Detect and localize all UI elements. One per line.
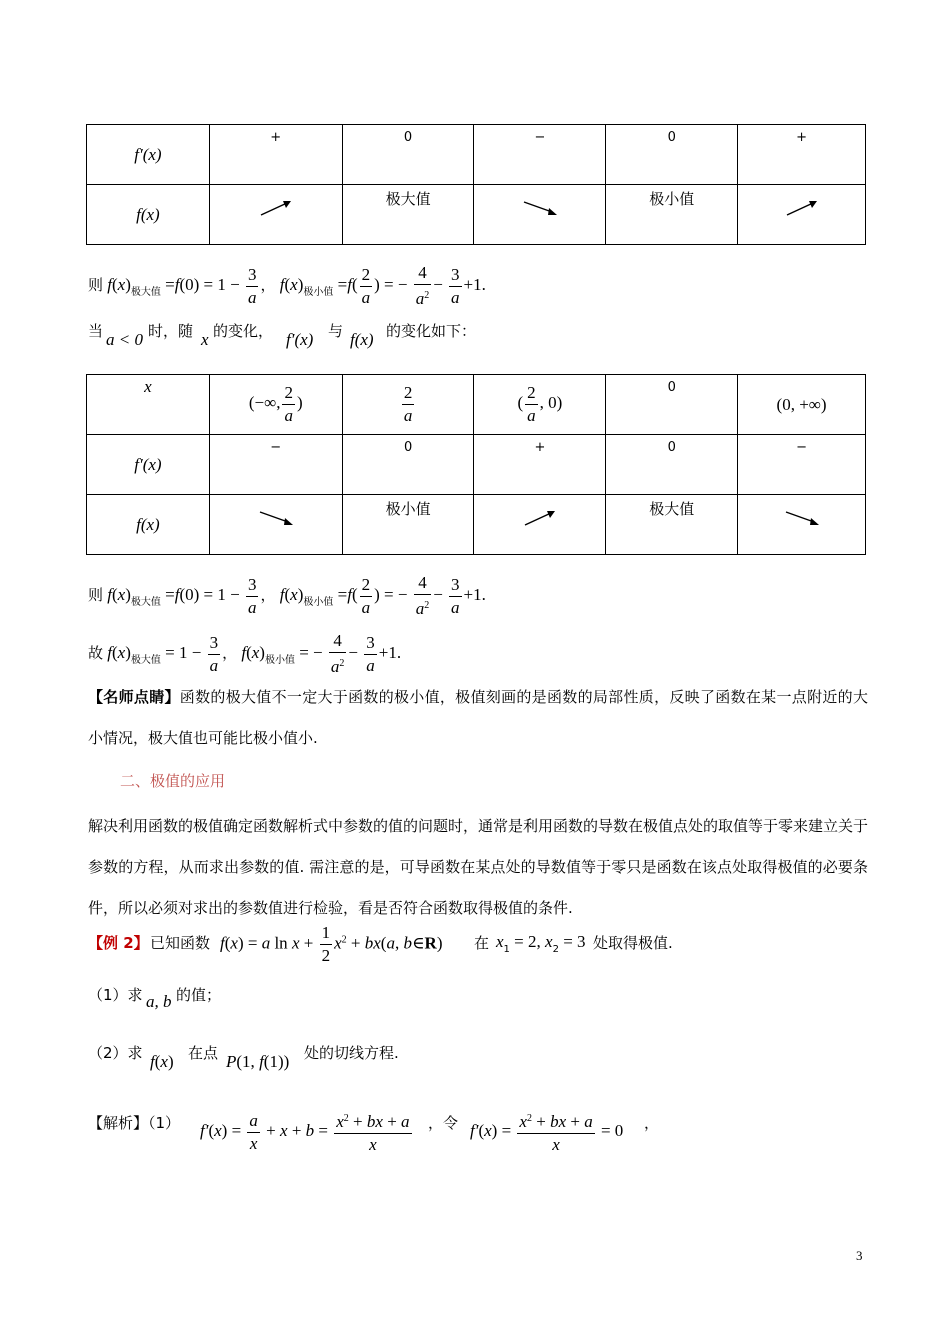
question-1: （1）求 a, b 的值； (88, 986, 222, 1011)
teacher-tip (88, 677, 868, 759)
tip-label: 【名师点睛】 (88, 688, 180, 706)
condition-line: 当 a < 0 时，随 x 的变化， f′(x) 与 f(x) 的变化如下： (88, 322, 477, 349)
increase-arrow-icon (523, 508, 557, 528)
table-cell: 极小值 (342, 495, 474, 555)
table-header-cell: 0 (606, 375, 738, 435)
increase-arrow-icon (785, 198, 819, 218)
table-header-cell: (0, +∞) (738, 375, 866, 435)
variation-table-2 (86, 374, 866, 555)
row-label-derivative: f′(x) (87, 125, 210, 185)
example-2: 【例 2】 已知函数 f(x) = a ln x + $\frac{1}{2}$ $x^2 + bx(a$, b∈R) 在 $x_1 = 2$, $x_2 = 3$ 处取得极值. (88, 923, 673, 965)
table-cell: + (209, 125, 342, 185)
decrease-arrow-icon (522, 198, 558, 218)
extremum-line-2: 则 $f(x)_{极大值} =f(0) = 1$ − $\frac{3}{a}$ ， $f(x)_{极小值} =f$( $\frac{2}{a}$ ) = − $\frac{4}{a^2}$ − $\frac{3}{a}$ +1. (88, 573, 486, 618)
table-cell: − (474, 125, 606, 185)
extremum-line-1: 则 $f(x)_{极大值} =f(0) = 1$ − $\frac{3}{a}$ ， $f(x)_{极小值} =f$( $\frac{2}{a}$ ) = − $\frac{4}{a^2}$ − $\frac{3}{a}$ +1. (88, 263, 486, 308)
table-row (87, 375, 866, 435)
table-header-cell: (−∞, $\frac{2}{a}$ ) (209, 375, 342, 435)
section-heading: 二、极值的应用 (120, 772, 226, 790)
row-label-function: f(x) (87, 185, 210, 245)
table-cell (474, 495, 606, 555)
table-cell: 极大值 (342, 185, 474, 245)
table-cell (474, 185, 606, 245)
tip-text: 函数的极大值不一定大于函数的极小值，极值刻画的是函数的局部性质，反映了函数在某一点附近的大小情况，极大值也可能比极小值小. (88, 688, 868, 747)
table-row (87, 185, 866, 245)
table-cell: − (738, 435, 866, 495)
decrease-arrow-icon (258, 508, 294, 528)
increase-arrow-icon (259, 198, 293, 218)
table-header-cell: $\frac{2}{a}$ (342, 375, 474, 435)
table-cell: 0 (342, 125, 474, 185)
table-cell: + (738, 125, 866, 185)
table-row (87, 125, 866, 185)
row-label-derivative: f′(x) (87, 435, 210, 495)
table-cell: 0 (606, 435, 738, 495)
table-cell: 极小值 (606, 185, 738, 245)
table-cell (209, 495, 342, 555)
table-row (87, 435, 866, 495)
table-cell (738, 495, 866, 555)
example-label: 【例 2】 (88, 934, 149, 952)
table-cell: − (209, 435, 342, 495)
section-paragraph: 解决利用函数的极值确定函数解析式中参数的值的问题时，通常是利用函数的导数在极值点处的取值等于零来建立关于参数的方程，从而求出参数的值. 需注意的是，可导函数在某点处的导数值等于零只是函数在该点处取得极值的必要条件，所以必须对求出的参数值进行检验，看是否符合函数取得极值的条件. (88, 817, 869, 917)
table-row (87, 495, 866, 555)
table-cell (738, 185, 866, 245)
question-2: （2）求 f(x) 在点 P(1, f(1)) 处的切线方程. (88, 1044, 399, 1071)
row-label-x: x (87, 375, 210, 435)
table-cell: 0 (342, 435, 474, 495)
solution: 【解析】（1） f′(x) = $\frac{a}{x}$ + x + b = $\frac{x^2 + bx + a}{x}$ ，令 f′(x) = $\frac{x^2 + bx + a}{x}$ = 0 ， (88, 1108, 868, 1168)
table-cell: + (474, 435, 606, 495)
decrease-arrow-icon (784, 508, 820, 528)
page-number: 3 (856, 1248, 863, 1263)
table-cell: 极大值 (606, 495, 738, 555)
table-cell: 0 (606, 125, 738, 185)
conclusion-line: 故 $f(x)_{极大值} = 1$ − $\frac{3}{a}$ ， $f(x)_{极小值}$ = − $\frac{4}{a^2}$ − $\frac{3}{a}$ +1. (88, 631, 402, 676)
table-cell (209, 185, 342, 245)
variation-table-1 (86, 124, 866, 245)
table-header-cell: ( $\frac{2}{a}$ , 0) (474, 375, 606, 435)
row-label-function: f(x) (87, 495, 210, 555)
